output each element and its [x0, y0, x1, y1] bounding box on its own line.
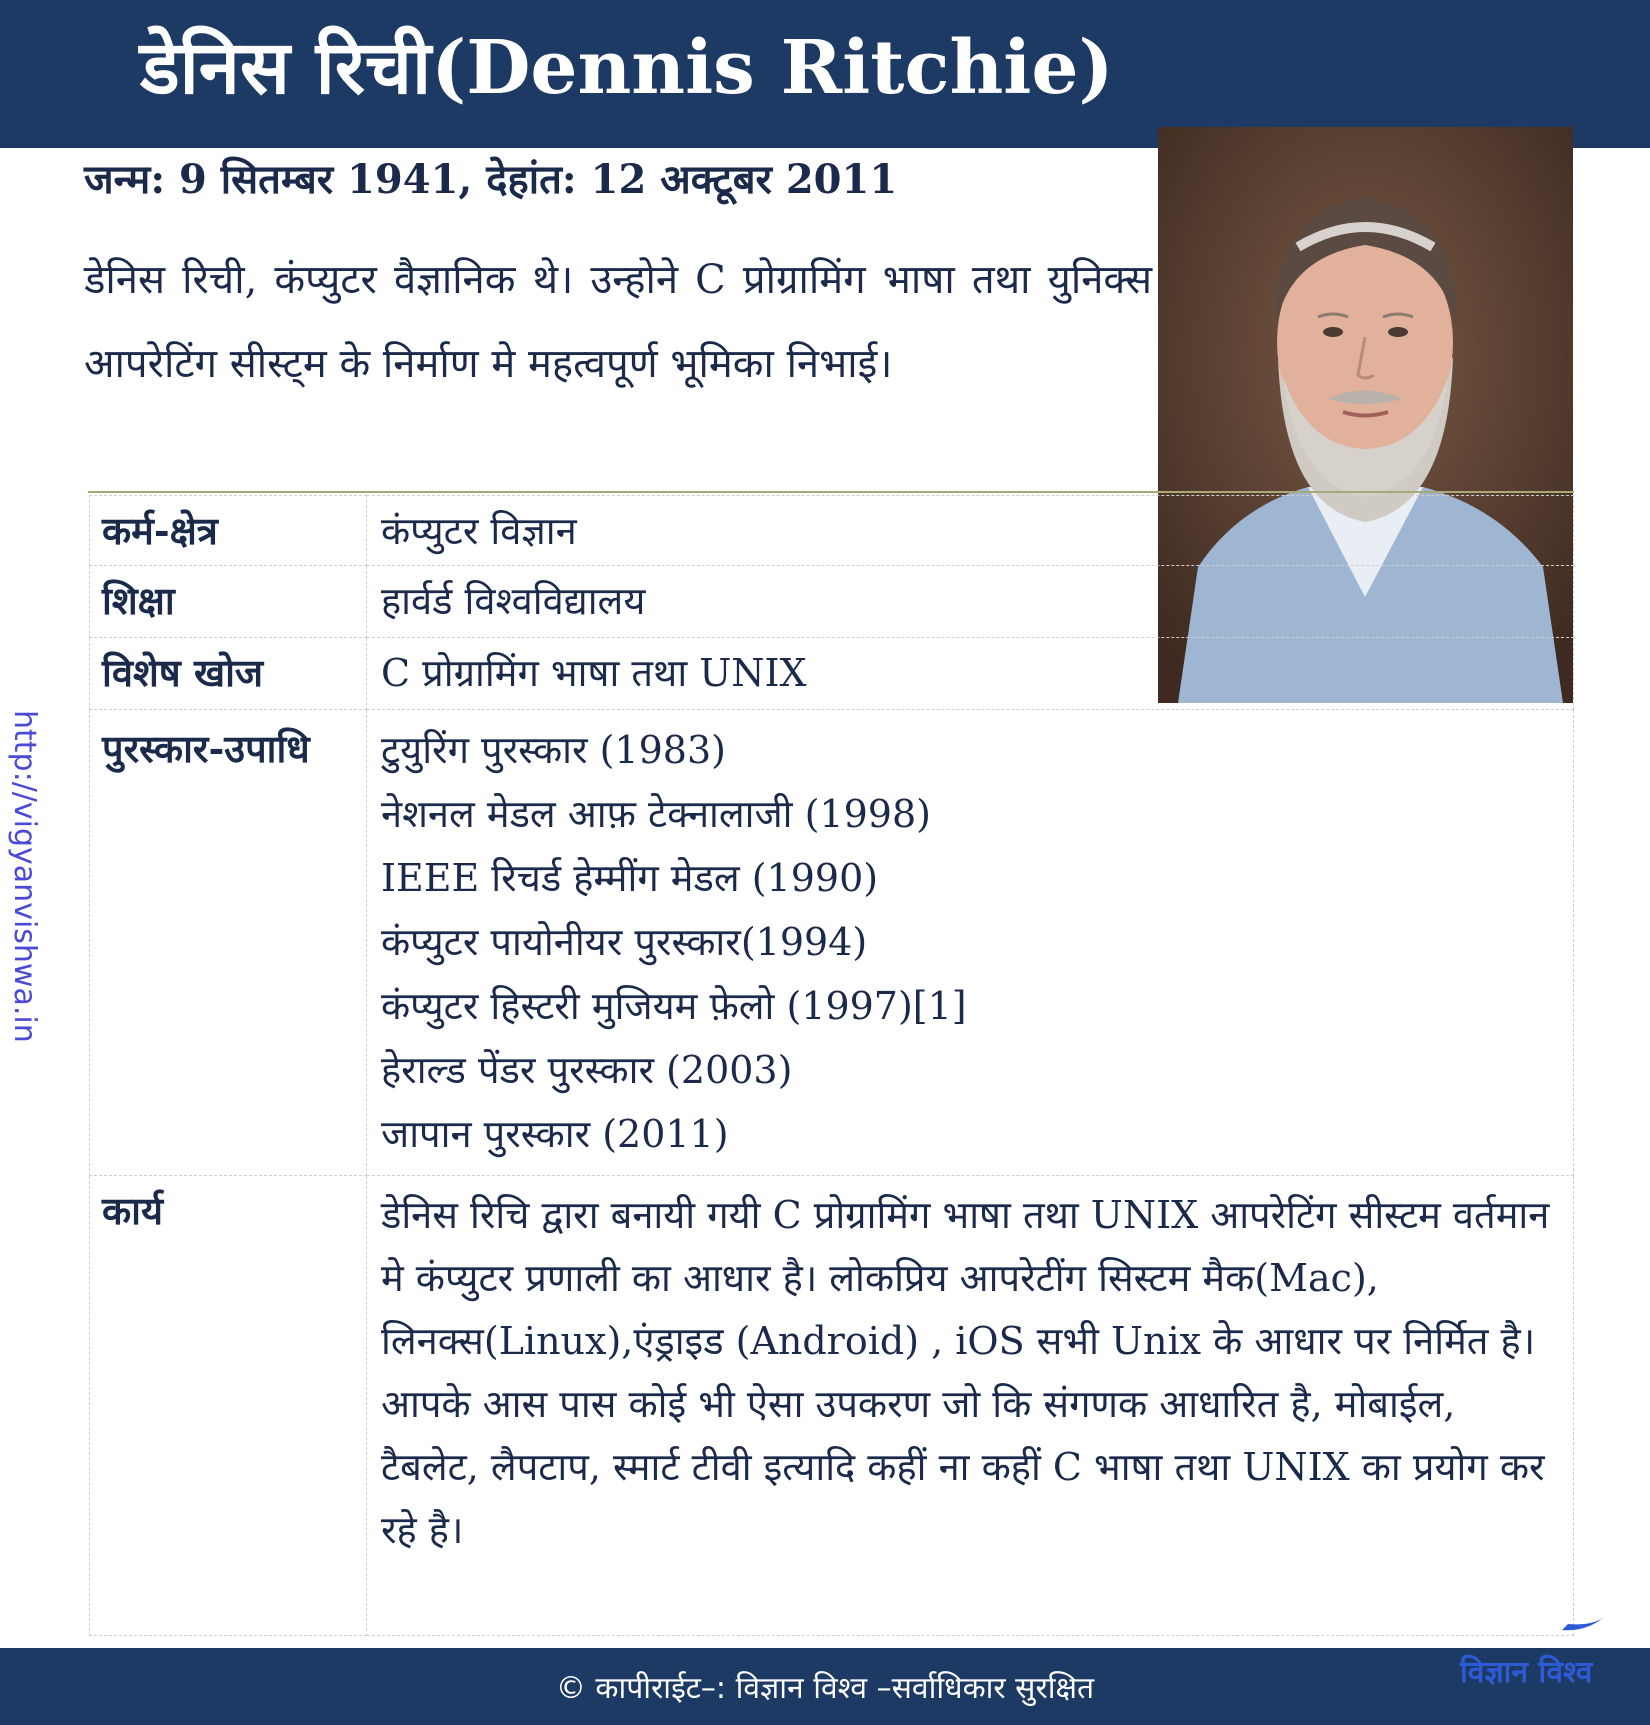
award-item: जापान पुरस्कार (2011)	[381, 1112, 729, 1156]
table-row	[90, 566, 1574, 638]
copyright-text: © कापीराईट–: विज्ञान विश्व –सर्वाधिकार सुरक्षित	[555, 1671, 1095, 1706]
table-row	[90, 496, 1574, 566]
discovery-label: विशेष खोज	[90, 638, 367, 710]
work-description: डेनिस रिचि द्वारा बनायी गयी C प्रोग्रामिंग भाषा तथा UNIX आपरेटिंग सीस्टम वर्तमान मे कंप्युटर प्रणाली का आधार है। लोकप्रिय आपरेटींग सिस्टम मैक(Mac), लिनक्स(Linux),एंड्राइड (Android) , iOS सभी Unix के आधार पर निर्मित है। आपके आस पास कोई भी ऐसा उपकरण जो कि संगणक आधारित है, मोबाईल, टैबलेट, लैपटाप, स्मार्ट टीवी इत्यादि कहीं ना कहीं C भाषा तथा UNIX का प्रयोग कर रहे है।	[367, 1176, 1574, 1636]
header-banner	[0, 0, 1650, 148]
page-title: डेनिस रिची(Dennis Ritchie)	[140, 25, 1114, 111]
award-item: नेशनल मेडल आफ़ टेक्नालाजी (1998)	[381, 792, 931, 836]
footer-bar	[0, 1648, 1650, 1725]
table-row	[90, 1176, 1574, 1636]
award-item: टुयुरिंग पुरस्कार (1983)	[381, 728, 726, 772]
education-label: शिक्षा	[90, 566, 367, 638]
brand-swoosh-icon	[1560, 1612, 1605, 1634]
awards-label: पुरस्कार-उपाधि	[90, 710, 367, 1176]
brand-logo-text: विज्ञान विश्व	[1460, 1655, 1593, 1690]
intro-paragraph: डेनिस रिची, कंप्युटर वैज्ञानिक थे। उन्होने C प्रोग्रामिंग भाषा तथा युनिक्स आपरेटिंग सीस्ट्म के निर्माण मे महत्वपूर्ण भूमिका निभाई।	[84, 257, 1152, 387]
award-item: IEEE रिचर्ड हेम्मींग मेडल (1990)	[381, 856, 879, 900]
award-item: कंप्युटर हिस्टरी मुजियम फ़ेलो (1997)[1]	[381, 984, 967, 1028]
separator-line	[88, 491, 1574, 493]
birth-death-dates: जन्म: 9 सितम्बर 1941, देहांत: 12 अक्टूबर 2011	[84, 156, 898, 203]
field-label: कर्म-क्षेत्र	[90, 496, 367, 566]
field-value: कंप्युटर विज्ञान	[367, 496, 1574, 566]
side-url-link[interactable]	[2, 710, 42, 1090]
discovery-value: C प्रोग्रामिंग भाषा तथा UNIX	[367, 638, 1574, 710]
table-row	[90, 710, 1574, 1176]
award-item: हेराल्ड पेंडर पुरस्कार (2003)	[381, 1048, 793, 1092]
side-url-text[interactable]: http://vigyanvishwa.in	[7, 710, 42, 1043]
work-label: कार्य	[90, 1176, 367, 1636]
award-item: कंप्युटर पायोनीयर पुरस्कार(1994)	[381, 920, 868, 964]
awards-list	[367, 710, 1574, 1176]
education-value: हार्वर्ड विश्वविद्यालय	[367, 566, 1574, 638]
table-row	[90, 638, 1574, 710]
facts-table	[89, 495, 1574, 1636]
